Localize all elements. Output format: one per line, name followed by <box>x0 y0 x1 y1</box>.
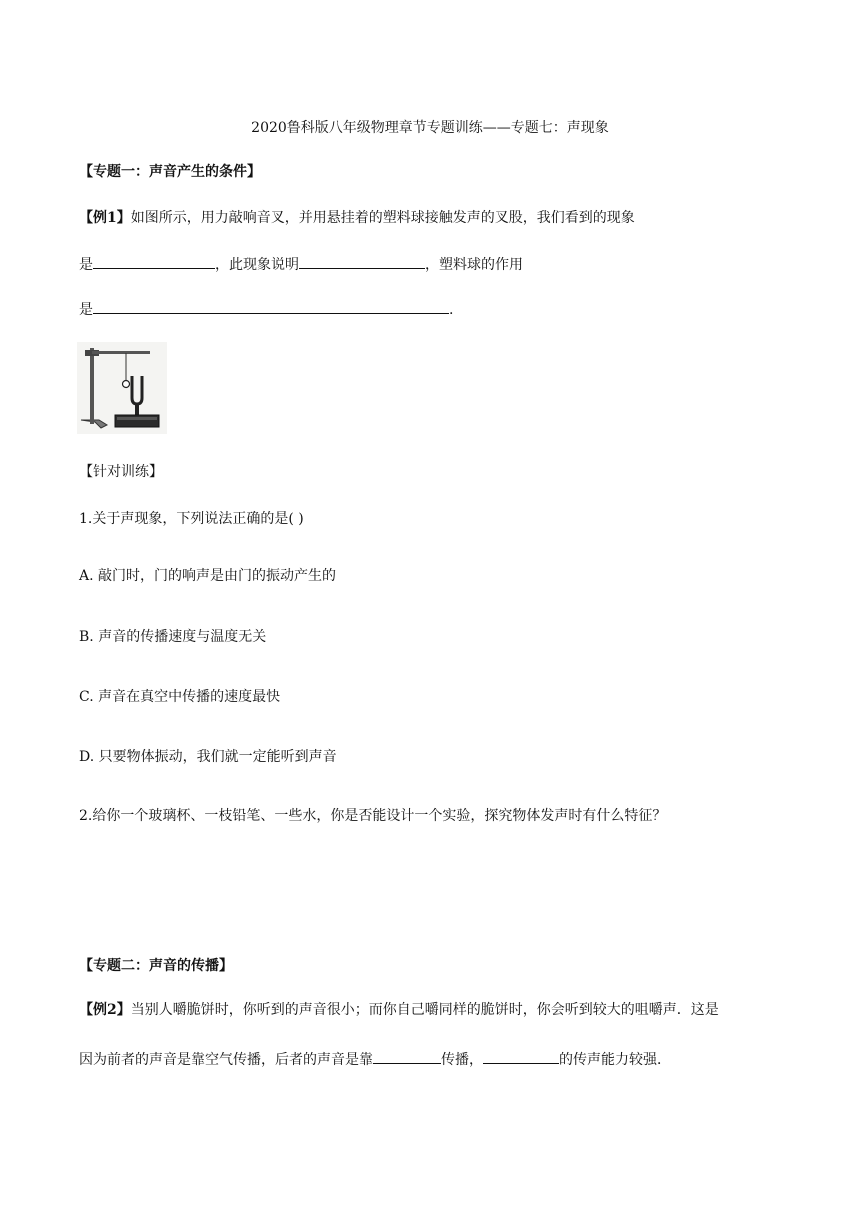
example1-line2-a: 是 <box>79 257 93 273</box>
example1-line2-c: ，塑料球的作用 <box>425 257 523 273</box>
example1-line3-end: . <box>449 302 454 318</box>
question2: 2.给你一个玻璃杯、一枝铅笔、一些水，你是否能设计一个实验，探究物体发声时有什么特征？ <box>79 808 667 824</box>
tuning-fork-figure <box>77 342 167 434</box>
question1-option-c[interactable]: C. 声音在真空中传播的速度最快 <box>79 689 281 705</box>
example1-line2 <box>79 254 523 275</box>
example1-tag: 【例1】 <box>79 210 131 226</box>
answer-blank-1[interactable] <box>93 254 215 269</box>
example1-line1 <box>79 208 635 228</box>
tuning-fork-illustration <box>77 342 167 434</box>
page-title: 2020鲁科版八年级物理章节专题训练——专题七：声现象 <box>251 120 609 136</box>
example1-line2-b: ，此现象说明 <box>215 257 299 273</box>
example2-line2-b: 传播， <box>441 1052 483 1068</box>
example2-line2 <box>79 1049 671 1070</box>
answer-blank-3[interactable] <box>93 299 449 314</box>
topic2-heading: 【专题二：声音的传播】 <box>79 958 233 974</box>
example2-line1 <box>79 1000 719 1020</box>
answer-blank-2[interactable] <box>299 254 425 269</box>
question1-option-a[interactable]: A. 敲门时，门的响声是由门的振动产生的 <box>79 568 337 584</box>
answer-blank-5[interactable] <box>483 1049 559 1064</box>
question1-stem: 1.关于声现象，下列说法正确的是( ) <box>79 511 304 527</box>
question1-option-d[interactable]: D. 只要物体振动，我们就一定能听到声音 <box>79 749 337 765</box>
training-heading: 【针对训练】 <box>79 464 163 480</box>
example2-line2-a: 因为前者的声音是靠空气传播，后者的声音是靠 <box>79 1052 373 1068</box>
example2-tag: 【例2】 <box>79 1002 131 1018</box>
question1-option-b[interactable]: B. 声音的传播速度与温度无关 <box>79 629 267 645</box>
example1-text: 如图所示，用力敲响音叉，并用悬挂着的塑料球接触发声的叉股，我们看到的现象 <box>130 210 635 226</box>
example2-text: 当别人嚼脆饼时，你听到的声音很小；而你自己嚼同样的脆饼时，你会听到较大的咀嚼声．这是 <box>130 1002 719 1018</box>
answer-blank-4[interactable] <box>373 1049 441 1064</box>
example1-line3 <box>79 299 453 320</box>
example1-line3-a: 是 <box>79 302 93 318</box>
example2-line2-c: 的传声能力较强． <box>559 1052 671 1068</box>
topic1-heading: 【专题一：声音产生的条件】 <box>79 164 261 180</box>
